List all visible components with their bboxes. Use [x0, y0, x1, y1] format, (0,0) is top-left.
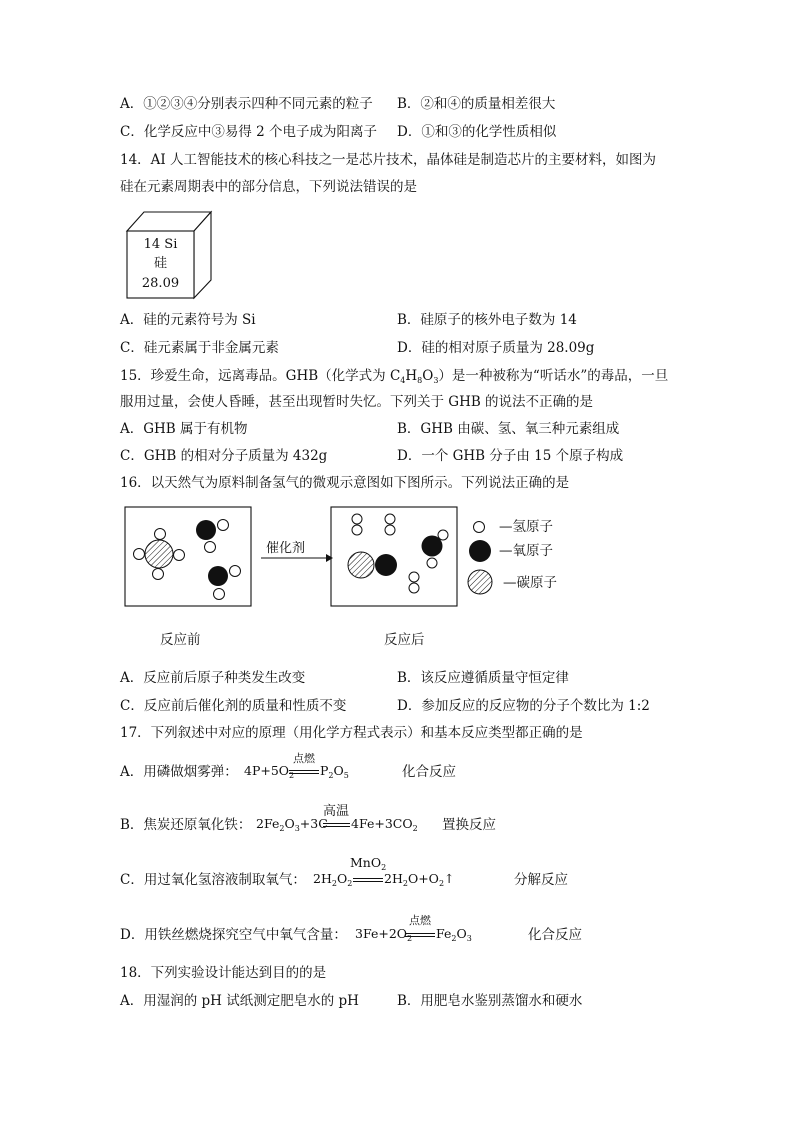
q17-d-left: $3Fe+2O_2$: [355, 926, 413, 943]
hydrogen-atom: [153, 569, 164, 580]
oxygen-atom: [196, 520, 216, 540]
oxygen-atom: [375, 554, 397, 576]
hydrogen-atom: [205, 542, 216, 553]
q17-d-type: 化合反应: [528, 927, 582, 943]
q13-option-d: D．①和③的化学性质相似: [397, 124, 557, 140]
q17-d-equals: [405, 933, 435, 937]
hydrogen-atom: [409, 572, 419, 582]
q16-stem: 16．以天然气为原料制备氢气的微观示意图如下图所示。下列说法正确的是: [120, 475, 570, 491]
element-name: 硅: [153, 256, 167, 271]
before-label: 反应前: [160, 632, 201, 648]
q17-a-right: $P_2O_5$: [320, 763, 349, 780]
q16-option-d: D．参加反应的反应物的分子个数比为 1:2: [397, 698, 650, 714]
q17-d-right: $Fe_2O_3$: [436, 926, 472, 943]
q13-option-a: A．①②③④分别表示四种不同元素的粒子: [120, 96, 373, 112]
catalyst-label: 催化剂: [266, 541, 306, 556]
q14-option-d: D．硅的相对原子质量为 28.09g: [397, 340, 595, 356]
q14-stem-line2: 硅在元素周期表中的部分信息，下列说法错误的是: [120, 179, 417, 195]
carbon-atom: [145, 540, 173, 568]
hydrogen-atom: [174, 550, 185, 561]
q18-option-a: A．用湿润的 pH 试纸测定肥皂水的 pH: [120, 993, 359, 1009]
q13-option-b: B．②和④的质量相差很大: [397, 96, 556, 112]
q17-c-equals: [353, 878, 383, 882]
legend-hydrogen-icon: [474, 522, 485, 533]
q17-c-type: 分解反应: [514, 872, 568, 888]
hydrogen-atom: [427, 558, 437, 568]
legend-hydrogen-label: —氢原子: [499, 519, 553, 535]
hydrogen-atom: [230, 566, 241, 577]
q17-option-b-label: B．焦炭还原氧化铁：: [120, 817, 252, 833]
hydrogen-atom: [214, 589, 225, 600]
hydrogen-atom: [352, 525, 362, 535]
q17-option-c-label: C．用过氧化氢溶液制取氧气：: [120, 872, 306, 888]
legend-oxygen-label: —氧原子: [499, 543, 553, 559]
q17-a-left: $4P+5O_2$: [244, 763, 295, 780]
q17-b-condition: 高温: [322, 804, 349, 819]
q15-stem-line1: 15．珍爱生命，远离毒品。GHB（化学式为 $C_4H_8O_3$）是一种被称为“听话水”的毒品，一旦: [120, 368, 669, 385]
q17-c-condition: MnO$_2$: [350, 855, 387, 872]
legend-carbon-label: —碳原子: [503, 575, 557, 591]
hydrogen-atom: [438, 530, 448, 540]
q15-option-a: A．GHB 属于有机物: [120, 421, 248, 437]
carbon-atom: [348, 552, 374, 578]
q14-option-c: C．硅元素属于非金属元素: [120, 340, 279, 356]
element-number-symbol: 14 Si: [143, 237, 178, 252]
element-atomic-mass: 28.09: [141, 276, 180, 291]
oxygen-atom: [208, 566, 228, 586]
q15-option-b: B．GHB 由碳、氢、氧三种元素组成: [397, 421, 620, 437]
legend-carbon-icon: [468, 570, 492, 594]
q18-stem: 18．下列实验设计能达到目的的是: [120, 965, 327, 981]
q15-stem-line2: 服用过量，会使人昏睡，甚至出现暂时失忆。下列关于 GHB 的说法不正确的是: [120, 394, 594, 410]
after-label: 反应后: [384, 632, 425, 648]
q17-b-left: $2Fe_2O_3+3C$: [256, 816, 328, 833]
q17-c-right: $2H_2O+O_2↑$: [384, 871, 455, 888]
legend-oxygen-icon: [469, 540, 491, 562]
q13-option-c: C．化学反应中③易得 2 个电子成为阳离子: [120, 124, 378, 140]
hydrogen-atom: [134, 549, 145, 560]
q17-a-condition: 点燃: [293, 752, 315, 765]
q17-d-condition: 点燃: [409, 914, 431, 927]
q15-option-c: C．GHB 的相对分子质量为 432g: [120, 448, 328, 464]
q14-option-b: B．硅原子的核外电子数为 14: [397, 312, 577, 328]
q17-a-equals: [289, 770, 319, 774]
hydrogen-atom: [385, 525, 395, 535]
q17-b-right: $4Fe+3CO_2$: [351, 816, 418, 833]
hydrogen-atom: [155, 529, 166, 540]
hydrogen-atom: [218, 520, 229, 531]
q15-option-d: D．一个 GHB 分子由 15 个原子构成: [397, 448, 624, 464]
q17-option-d-label: D．用铁丝燃烧探究空气中氧气含量：: [120, 927, 347, 943]
q14-stem-line1: 14．AI 人工智能技术的核心科技之一是芯片技术，晶体硅是制造芯片的主要材料，如图为: [120, 152, 657, 168]
q17-b-type: 置换反应: [442, 817, 496, 833]
q16-option-b: B．该反应遵循质量守恒定律: [397, 670, 569, 686]
q16-option-a: A．反应前后原子种类发生改变: [120, 670, 306, 686]
q14-option-a: A．硅的元素符号为 Si: [120, 312, 256, 328]
q17-a-type: 化合反应: [402, 764, 456, 780]
hydrogen-atom: [409, 583, 419, 593]
q17-c-left: $2H_2O_2$: [313, 871, 353, 888]
q17-option-a-label: A．用磷做烟雾弹：: [120, 764, 238, 780]
q18-option-b: B．用肥皂水鉴别蒸馏水和硬水: [397, 993, 583, 1009]
q17-b-equals: [323, 823, 350, 827]
hydrogen-atom: [385, 514, 395, 524]
q17-stem: 17．下列叙述中对应的原理（用化学方程式表示）和基本反应类型都正确的是: [120, 725, 583, 741]
hydrogen-atom: [352, 514, 362, 524]
q16-option-c: C．反应前后催化剂的质量和性质不变: [120, 698, 347, 714]
